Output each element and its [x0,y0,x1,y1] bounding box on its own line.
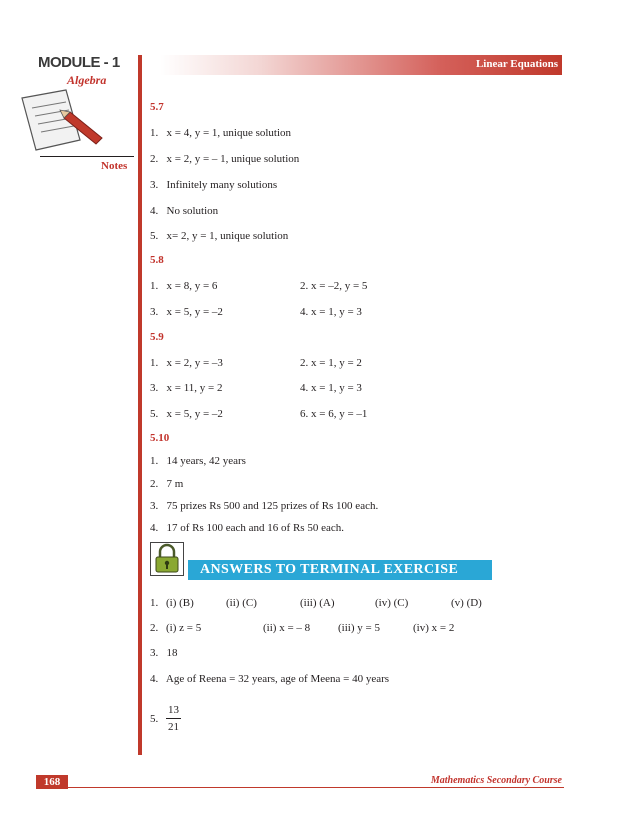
fraction [166,704,181,733]
chapter-title: Linear Equations [475,58,558,70]
section-heading: 5.7 [150,101,164,113]
margin-rule [138,55,142,755]
answer-part: (iv) (C) [375,597,409,609]
page-number: 168 [36,775,68,789]
answer-part: (i) z = 5 [166,622,202,634]
list-item: 1. x = 2, y = –3 [150,357,223,369]
list-item: 3. x = 5, y = –2 [150,306,223,318]
list-item: 1. 14 years, 42 years [150,455,246,467]
answer-number: 5. [150,713,159,725]
list-item: 4. x = 1, y = 3 [300,306,362,318]
footer-rule [36,787,564,788]
list-item: 5. x= 2, y = 1, unique solution [150,230,289,242]
notes-label: Notes [101,160,128,172]
answer-number: 2. [150,622,159,634]
list-item: 2. x = 1, y = 2 [300,357,362,369]
list-item: 1. x = 8, y = 6 [150,280,218,292]
list-item: 4. 17 of Rs 100 each and 16 of Rs 50 each. [150,522,344,534]
list-item: 5. x = 5, y = –2 [150,408,223,420]
section-heading: 5.10 [150,432,170,444]
module-subject: Algebra [67,73,107,87]
answer-part: (v) (D) [451,597,482,609]
list-item: 1. x = 4, y = 1, unique solution [150,127,292,139]
answer-part: (ii) (C) [226,597,257,609]
course-title: Mathematics Secondary Course [430,775,562,786]
answer-part: (i) (B) [166,597,194,609]
terminal-banner-title: ANSWERS TO TERMINAL EXERCISE [200,562,459,577]
notes-icon [18,88,108,154]
list-item: 6. x = 6, y = –1 [300,408,368,420]
list-item: 3. Infinitely many solutions [150,179,278,191]
list-item: 4. Age of Reena = 32 years, age of Meena = 40 years [150,673,390,685]
list-item: 3. 18 [150,647,178,659]
module-title: MODULE - 1 [38,54,120,71]
fraction-bar [166,718,181,719]
list-item: 4. No solution [150,205,219,217]
list-item: 2. x = 2, y = – 1, unique solution [150,153,300,165]
list-item: 2. 7 m [150,478,184,490]
answer-part: (iv) x = 2 [413,622,455,634]
list-item: 3. x = 11, y = 2 [150,382,223,394]
notes-rule [40,156,134,157]
answer-part: (iii) y = 5 [338,622,380,634]
list-item: 4. x = 1, y = 3 [300,382,362,394]
header-bar [160,55,562,75]
section-heading: 5.8 [150,254,164,266]
answer-number: 1. [150,597,159,609]
lock-icon [150,542,184,576]
list-item: 3. 75 prizes Rs 500 and 125 prizes of Rs 100 each. [150,500,379,512]
fraction-denominator: 21 [168,721,179,733]
answer-part: (ii) x = – 8 [263,622,311,634]
terminal-banner [188,560,492,580]
fraction-numerator: 13 [168,704,179,716]
answer-part: (iii) (A) [300,597,335,609]
section-heading: 5.9 [150,331,164,343]
list-item: 2. x = –2, y = 5 [300,280,368,292]
